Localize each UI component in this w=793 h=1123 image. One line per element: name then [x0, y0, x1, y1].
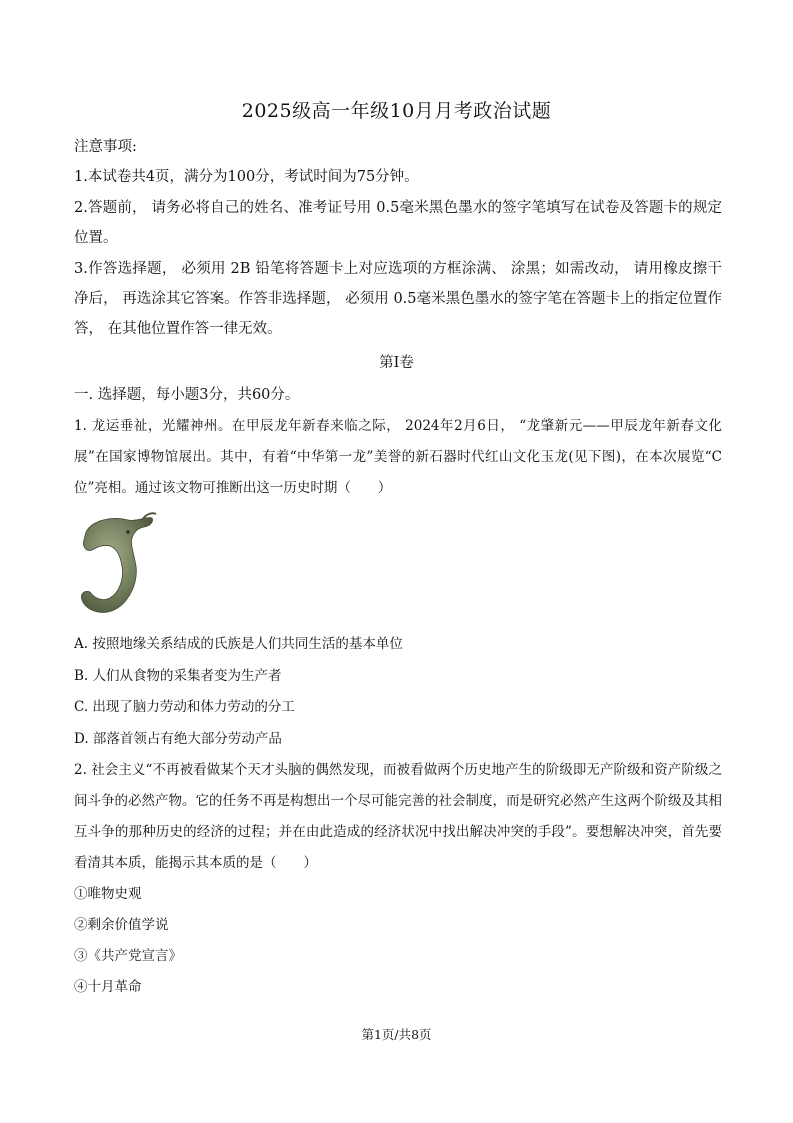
- question-1-option-a: A. 按照地缘关系结成的氏族是人们共同生活的基本单位: [74, 636, 403, 652]
- exam-title: 2025级高一年级10月月考政治试题: [241, 100, 552, 122]
- notice-item-1: 1.本试卷共4页，满分为100分，考试时间为75分钟。: [74, 169, 419, 185]
- question-1-option-d: D. 部落首领占有绝大部分劳动产品: [74, 731, 282, 747]
- question-2-option-1: ①唯物史观: [74, 886, 142, 902]
- question-1-option-b: B. 人们从食物的采集者变为生产者: [74, 668, 282, 684]
- notice-item-2: 2.答题前， 请务必将自己的姓名、准考证号用 0.5毫米黑色墨水的签字笔填写在试卷及答题卡的规定位置。: [74, 200, 722, 246]
- question-1-option-c: C. 出现了脑力劳动和体力劳动的分工: [74, 699, 295, 715]
- part-heading: 一. 选择题，每小题3分，共60分。: [74, 387, 300, 403]
- section-title: 第Ⅰ卷: [379, 355, 414, 371]
- notice-heading: 注意事项:: [74, 139, 137, 155]
- question-2-option-2: ②剩余价值学说: [74, 917, 169, 933]
- page-footer: 第1页/共8页: [361, 1027, 432, 1042]
- question-2-option-4: ④十月革命: [74, 979, 142, 995]
- notice-item-3: 3.作答选择题， 必须用 2B 铅笔将答题卡上对应选项的方框涂满、 涂黑；如需改动， 请用橡皮擦干净后， 再选涂其它答案。作答非选择题， 必须用 0.5毫米黑色墨水的签字笔在答题卡上的指定位置作答， 在其他位置作答一律无效。: [74, 261, 722, 337]
- question-2-stem: 2. 社会主义“不再被看做某个天才头脑的偶然发现，而被看做两个历史地产生的阶级即无产阶级和资产阶级之间斗争的必然产物。它的任务不再是构想出一个尽可能完善的社会制度，而是研究必然产生这两个阶级及其相互斗争的那种历史的经济的过程；并在由此造成的经济状况中找出解决冲突的手段”。要想解决冲突，首先要看清其本质，能揭示其本质的是（ ）: [74, 762, 722, 871]
- question-2-option-3: ③《共产党宣言》: [74, 948, 182, 964]
- jade-dragon-image: [72, 510, 160, 620]
- question-1-stem: 1. 龙运垂祉，光耀神州。在甲辰龙年新春来临之际， 2024年2月6日， “龙肇新元——甲辰龙年新春文化展”在国家博物馆展出。其中，有着“中华第一龙”美誉的新石器时代红山文化玉龙(见下图)，在本次展览“C位”亮相。通过该文物可推断出这一历史时期（ ）: [74, 418, 722, 496]
